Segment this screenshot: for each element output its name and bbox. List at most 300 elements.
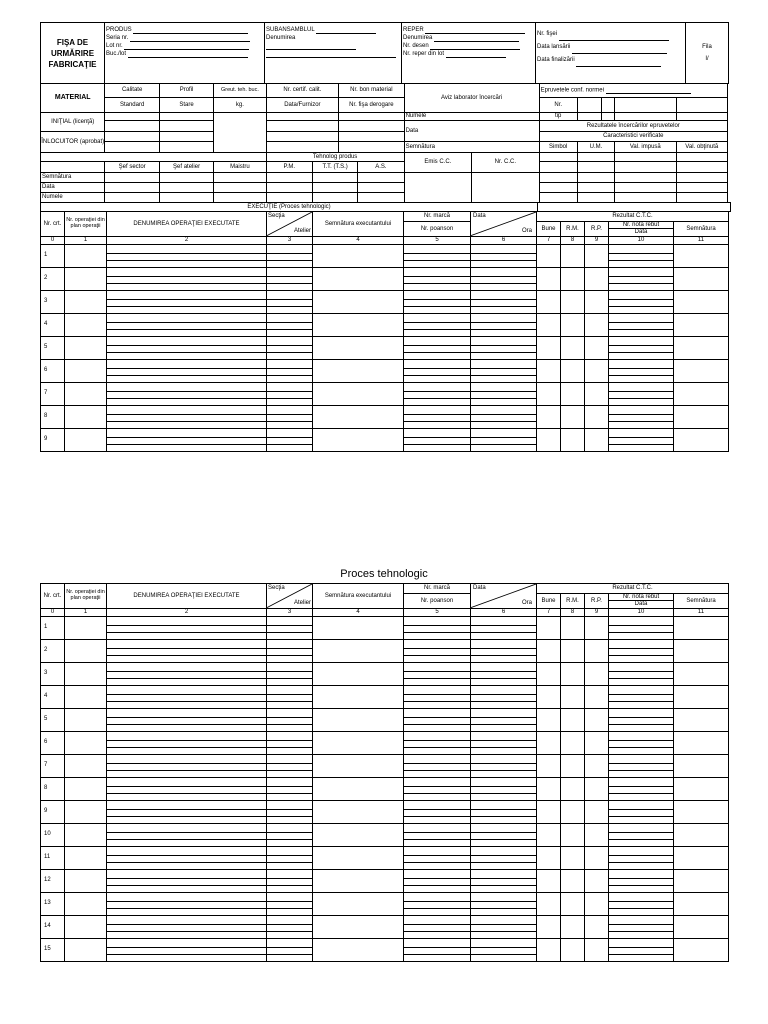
entry-cell[interactable] — [609, 405, 674, 428]
ep-cell[interactable] — [577, 153, 614, 162]
entry-cell[interactable] — [471, 662, 537, 685]
mat-cell[interactable] — [159, 121, 213, 132]
entry-cell[interactable] — [609, 869, 674, 892]
reper-line[interactable] — [425, 27, 525, 34]
appr-cell[interactable] — [358, 183, 404, 193]
entry-cell[interactable] — [267, 405, 313, 428]
ep-cell[interactable] — [676, 162, 727, 173]
entry-cell[interactable] — [561, 267, 585, 290]
mat-cell[interactable] — [339, 121, 404, 132]
entry-cell[interactable] — [267, 777, 313, 800]
entry-cell[interactable] — [585, 823, 609, 846]
entry-cell[interactable] — [107, 915, 267, 938]
subans-line-2[interactable] — [266, 43, 356, 50]
entry-cell[interactable] — [313, 336, 404, 359]
entry-cell[interactable] — [471, 823, 537, 846]
entry-cell[interactable] — [609, 800, 674, 823]
appr-cell[interactable] — [472, 173, 539, 203]
entry-cell[interactable] — [674, 639, 729, 662]
entry-cell[interactable] — [267, 267, 313, 290]
entry-cell[interactable] — [313, 754, 404, 777]
entry-cell[interactable] — [267, 869, 313, 892]
ep-cell[interactable] — [676, 153, 727, 162]
entry-cell[interactable] — [65, 336, 107, 359]
entry-cell[interactable] — [609, 731, 674, 754]
entry-cell[interactable] — [585, 685, 609, 708]
entry-cell[interactable] — [107, 846, 267, 869]
mat-cell[interactable] — [266, 132, 339, 142]
mat-cell[interactable] — [159, 142, 213, 153]
appr-cell[interactable] — [159, 183, 213, 193]
entry-cell[interactable] — [561, 777, 585, 800]
entry-cell[interactable] — [471, 754, 537, 777]
entry-cell[interactable] — [609, 359, 674, 382]
entry-cell[interactable] — [585, 754, 609, 777]
entry-cell[interactable] — [471, 244, 537, 267]
appr-cell[interactable] — [105, 173, 159, 183]
entry-cell[interactable] — [313, 428, 404, 451]
entry-cell[interactable] — [585, 662, 609, 685]
entry-cell[interactable] — [585, 405, 609, 428]
mat-cell[interactable] — [214, 113, 266, 153]
entry-cell[interactable] — [537, 892, 561, 915]
entry-cell[interactable] — [537, 267, 561, 290]
subansamblul-line[interactable] — [316, 27, 376, 34]
entry-cell[interactable] — [537, 428, 561, 451]
entry-cell[interactable] — [107, 869, 267, 892]
entry-cell[interactable] — [674, 685, 729, 708]
entry-cell[interactable] — [65, 382, 107, 405]
entry-cell[interactable] — [471, 846, 537, 869]
entry-cell[interactable] — [65, 731, 107, 754]
ep-cell[interactable] — [615, 153, 676, 162]
appr-cell[interactable] — [159, 173, 213, 183]
entry-cell[interactable] — [313, 938, 404, 961]
entry-cell[interactable] — [107, 892, 267, 915]
ep-cell[interactable] — [615, 98, 676, 113]
entry-cell[interactable] — [585, 800, 609, 823]
entry-cell[interactable] — [537, 938, 561, 961]
entry-cell[interactable] — [561, 754, 585, 777]
entry-cell[interactable] — [471, 915, 537, 938]
entry-cell[interactable] — [107, 267, 267, 290]
entry-cell[interactable] — [674, 313, 729, 336]
entry-cell[interactable] — [65, 869, 107, 892]
entry-cell[interactable] — [267, 359, 313, 382]
entry-cell[interactable] — [313, 685, 404, 708]
entry-cell[interactable] — [404, 244, 471, 267]
entry-cell[interactable] — [537, 336, 561, 359]
entry-cell[interactable] — [267, 731, 313, 754]
entry-cell[interactable] — [313, 639, 404, 662]
entry-cell[interactable] — [267, 244, 313, 267]
mat-cell[interactable] — [339, 142, 404, 153]
entry-cell[interactable] — [65, 892, 107, 915]
entry-cell[interactable] — [585, 382, 609, 405]
entry-cell[interactable] — [267, 823, 313, 846]
ep-cell[interactable] — [615, 113, 676, 121]
entry-cell[interactable] — [674, 892, 729, 915]
entry-cell[interactable] — [404, 708, 471, 731]
entry-cell[interactable] — [267, 382, 313, 405]
entry-cell[interactable] — [107, 616, 267, 639]
entry-cell[interactable] — [537, 616, 561, 639]
entry-cell[interactable] — [65, 290, 107, 313]
entry-cell[interactable] — [313, 708, 404, 731]
entry-cell[interactable] — [404, 359, 471, 382]
entry-cell[interactable] — [561, 823, 585, 846]
appr-cell[interactable] — [214, 173, 266, 183]
entry-cell[interactable] — [267, 616, 313, 639]
ep-cell[interactable] — [539, 153, 577, 162]
entry-cell[interactable] — [107, 336, 267, 359]
entry-cell[interactable] — [561, 616, 585, 639]
entry-cell[interactable] — [674, 869, 729, 892]
entry-cell[interactable] — [65, 777, 107, 800]
ep-cell[interactable] — [602, 98, 615, 113]
appr-cell[interactable] — [312, 183, 357, 193]
ep-cell[interactable] — [615, 173, 676, 183]
entry-cell[interactable] — [561, 382, 585, 405]
ep-cell[interactable] — [676, 193, 727, 203]
entry-cell[interactable] — [267, 290, 313, 313]
entry-cell[interactable] — [537, 405, 561, 428]
entry-cell[interactable] — [674, 731, 729, 754]
entry-cell[interactable] — [537, 685, 561, 708]
entry-cell[interactable] — [537, 708, 561, 731]
mat-cell[interactable] — [266, 113, 339, 121]
entry-cell[interactable] — [313, 313, 404, 336]
entry-cell[interactable] — [65, 267, 107, 290]
appr-cell[interactable] — [312, 173, 357, 183]
entry-cell[interactable] — [404, 731, 471, 754]
entry-cell[interactable] — [313, 800, 404, 823]
entry-cell[interactable] — [537, 313, 561, 336]
entry-cell[interactable] — [674, 823, 729, 846]
entry-cell[interactable] — [65, 313, 107, 336]
entry-cell[interactable] — [585, 428, 609, 451]
seria-line[interactable] — [130, 35, 250, 42]
entry-cell[interactable] — [404, 869, 471, 892]
entry-cell[interactable] — [609, 662, 674, 685]
ep-cell[interactable] — [676, 173, 727, 183]
entry-cell[interactable] — [107, 662, 267, 685]
entry-cell[interactable] — [609, 823, 674, 846]
entry-cell[interactable] — [609, 290, 674, 313]
entry-cell[interactable] — [313, 267, 404, 290]
entry-cell[interactable] — [107, 244, 267, 267]
produs-line[interactable] — [133, 27, 248, 34]
entry-cell[interactable] — [537, 731, 561, 754]
entry-cell[interactable] — [537, 359, 561, 382]
entry-cell[interactable] — [404, 685, 471, 708]
entry-cell[interactable] — [537, 846, 561, 869]
entry-cell[interactable] — [561, 313, 585, 336]
entry-cell[interactable] — [404, 616, 471, 639]
entry-cell[interactable] — [674, 267, 729, 290]
entry-cell[interactable] — [404, 382, 471, 405]
entry-cell[interactable] — [674, 405, 729, 428]
lot-line[interactable] — [124, 43, 249, 50]
ep-cell[interactable] — [676, 98, 727, 113]
entry-cell[interactable] — [674, 846, 729, 869]
entry-cell[interactable] — [609, 846, 674, 869]
epruvete-line[interactable] — [606, 87, 691, 94]
entry-cell[interactable] — [585, 892, 609, 915]
ep-cell[interactable] — [577, 173, 614, 183]
entry-cell[interactable] — [609, 708, 674, 731]
entry-cell[interactable] — [404, 336, 471, 359]
entry-cell[interactable] — [65, 938, 107, 961]
entry-cell[interactable] — [609, 938, 674, 961]
appr-cell[interactable] — [266, 183, 312, 193]
entry-cell[interactable] — [404, 290, 471, 313]
entry-cell[interactable] — [107, 313, 267, 336]
mat-cell[interactable] — [266, 142, 339, 153]
entry-cell[interactable] — [65, 616, 107, 639]
mat-cell[interactable] — [266, 121, 339, 132]
ep-cell[interactable] — [615, 193, 676, 203]
entry-cell[interactable] — [267, 846, 313, 869]
entry-cell[interactable] — [609, 244, 674, 267]
entry-cell[interactable] — [65, 823, 107, 846]
entry-cell[interactable] — [313, 777, 404, 800]
entry-cell[interactable] — [471, 313, 537, 336]
entry-cell[interactable] — [65, 800, 107, 823]
ep-cell[interactable] — [676, 183, 727, 193]
mat-cell[interactable] — [105, 121, 159, 132]
entry-cell[interactable] — [267, 639, 313, 662]
entry-cell[interactable] — [313, 731, 404, 754]
entry-cell[interactable] — [404, 846, 471, 869]
appr-cell[interactable] — [266, 193, 312, 203]
entry-cell[interactable] — [107, 428, 267, 451]
appr-cell[interactable] — [214, 183, 266, 193]
appr-cell[interactable] — [358, 193, 404, 203]
entry-cell[interactable] — [609, 428, 674, 451]
appr-cell[interactable] — [214, 193, 266, 203]
entry-cell[interactable] — [107, 708, 267, 731]
entry-cell[interactable] — [107, 777, 267, 800]
entry-cell[interactable] — [65, 428, 107, 451]
entry-cell[interactable] — [471, 892, 537, 915]
entry-cell[interactable] — [609, 336, 674, 359]
entry-cell[interactable] — [267, 428, 313, 451]
ep-cell[interactable] — [615, 162, 676, 173]
entry-cell[interactable] — [65, 662, 107, 685]
entry-cell[interactable] — [585, 708, 609, 731]
entry-cell[interactable] — [674, 290, 729, 313]
entry-cell[interactable] — [65, 405, 107, 428]
entry-cell[interactable] — [65, 359, 107, 382]
entry-cell[interactable] — [471, 731, 537, 754]
mat-cell[interactable] — [105, 113, 159, 121]
entry-cell[interactable] — [313, 869, 404, 892]
entry-cell[interactable] — [585, 777, 609, 800]
entry-cell[interactable] — [537, 777, 561, 800]
entry-cell[interactable] — [585, 731, 609, 754]
ep-cell[interactable] — [577, 98, 601, 113]
entry-cell[interactable] — [313, 405, 404, 428]
data-lansarii-line[interactable] — [572, 47, 667, 54]
entry-cell[interactable] — [267, 915, 313, 938]
entry-cell[interactable] — [267, 754, 313, 777]
entry-cell[interactable] — [471, 267, 537, 290]
entry-cell[interactable] — [267, 685, 313, 708]
entry-cell[interactable] — [404, 662, 471, 685]
entry-cell[interactable] — [404, 938, 471, 961]
entry-cell[interactable] — [561, 869, 585, 892]
entry-cell[interactable] — [609, 754, 674, 777]
entry-cell[interactable] — [404, 777, 471, 800]
entry-cell[interactable] — [267, 938, 313, 961]
entry-cell[interactable] — [404, 892, 471, 915]
entry-cell[interactable] — [561, 244, 585, 267]
entry-cell[interactable] — [585, 846, 609, 869]
entry-cell[interactable] — [561, 892, 585, 915]
nr-reper-lot-line[interactable] — [446, 51, 506, 58]
entry-cell[interactable] — [313, 915, 404, 938]
mat-cell[interactable] — [339, 132, 404, 142]
entry-cell[interactable] — [107, 405, 267, 428]
entry-cell[interactable] — [537, 290, 561, 313]
entry-cell[interactable] — [674, 382, 729, 405]
entry-cell[interactable] — [561, 428, 585, 451]
buc-lot-line[interactable] — [128, 51, 248, 58]
entry-cell[interactable] — [313, 616, 404, 639]
ep-cell[interactable] — [539, 183, 577, 193]
entry-cell[interactable] — [609, 685, 674, 708]
entry-cell[interactable] — [609, 892, 674, 915]
ep-cell[interactable] — [577, 162, 614, 173]
appr-cell[interactable] — [266, 173, 312, 183]
mat-cell[interactable] — [105, 132, 159, 142]
entry-cell[interactable] — [585, 313, 609, 336]
ep-cell[interactable] — [577, 113, 601, 121]
entry-cell[interactable] — [561, 915, 585, 938]
entry-cell[interactable] — [404, 915, 471, 938]
entry-cell[interactable] — [65, 754, 107, 777]
entry-cell[interactable] — [404, 823, 471, 846]
reper-denumirea-line[interactable] — [434, 35, 519, 42]
data-finalizarii-line[interactable] — [576, 60, 661, 67]
entry-cell[interactable] — [537, 915, 561, 938]
entry-cell[interactable] — [674, 662, 729, 685]
entry-cell[interactable] — [585, 915, 609, 938]
entry-cell[interactable] — [674, 244, 729, 267]
entry-cell[interactable] — [267, 313, 313, 336]
entry-cell[interactable] — [471, 708, 537, 731]
entry-cell[interactable] — [404, 313, 471, 336]
entry-cell[interactable] — [471, 382, 537, 405]
entry-cell[interactable] — [313, 823, 404, 846]
entry-cell[interactable] — [471, 938, 537, 961]
entry-cell[interactable] — [267, 800, 313, 823]
ep-cell[interactable] — [676, 113, 727, 121]
entry-cell[interactable] — [65, 639, 107, 662]
entry-cell[interactable] — [674, 616, 729, 639]
entry-cell[interactable] — [561, 685, 585, 708]
entry-cell[interactable] — [404, 639, 471, 662]
entry-cell[interactable] — [471, 405, 537, 428]
entry-cell[interactable] — [313, 662, 404, 685]
entry-cell[interactable] — [313, 290, 404, 313]
entry-cell[interactable] — [674, 359, 729, 382]
entry-cell[interactable] — [313, 846, 404, 869]
entry-cell[interactable] — [585, 639, 609, 662]
entry-cell[interactable] — [674, 708, 729, 731]
entry-cell[interactable] — [537, 800, 561, 823]
ep-cell[interactable] — [539, 193, 577, 203]
ep-cell[interactable] — [539, 173, 577, 183]
entry-cell[interactable] — [585, 336, 609, 359]
entry-cell[interactable] — [537, 823, 561, 846]
entry-cell[interactable] — [561, 708, 585, 731]
entry-cell[interactable] — [537, 244, 561, 267]
mat-cell[interactable] — [339, 113, 404, 121]
entry-cell[interactable] — [471, 428, 537, 451]
entry-cell[interactable] — [313, 359, 404, 382]
ep-cell[interactable] — [577, 193, 614, 203]
entry-cell[interactable] — [537, 382, 561, 405]
entry-cell[interactable] — [107, 359, 267, 382]
entry-cell[interactable] — [585, 616, 609, 639]
entry-cell[interactable] — [561, 846, 585, 869]
entry-cell[interactable] — [471, 777, 537, 800]
entry-cell[interactable] — [609, 313, 674, 336]
entry-cell[interactable] — [561, 662, 585, 685]
entry-cell[interactable] — [609, 267, 674, 290]
entry-cell[interactable] — [561, 336, 585, 359]
ep-cell[interactable] — [539, 162, 577, 173]
entry-cell[interactable] — [585, 267, 609, 290]
mat-cell[interactable] — [159, 132, 213, 142]
entry-cell[interactable] — [65, 708, 107, 731]
entry-cell[interactable] — [674, 336, 729, 359]
entry-cell[interactable] — [561, 800, 585, 823]
entry-cell[interactable] — [674, 800, 729, 823]
entry-cell[interactable] — [107, 685, 267, 708]
entry-cell[interactable] — [561, 938, 585, 961]
entry-cell[interactable] — [471, 290, 537, 313]
entry-cell[interactable] — [267, 892, 313, 915]
entry-cell[interactable] — [107, 639, 267, 662]
entry-cell[interactable] — [107, 938, 267, 961]
entry-cell[interactable] — [561, 639, 585, 662]
entry-cell[interactable] — [537, 754, 561, 777]
appr-cell[interactable] — [312, 193, 357, 203]
entry-cell[interactable] — [471, 685, 537, 708]
nr-desen-line[interactable] — [430, 43, 520, 50]
entry-cell[interactable] — [561, 359, 585, 382]
entry-cell[interactable] — [65, 846, 107, 869]
subans-line-3[interactable] — [266, 51, 396, 58]
entry-cell[interactable] — [561, 290, 585, 313]
entry-cell[interactable] — [471, 336, 537, 359]
entry-cell[interactable] — [313, 382, 404, 405]
entry-cell[interactable] — [313, 244, 404, 267]
entry-cell[interactable] — [404, 800, 471, 823]
entry-cell[interactable] — [404, 267, 471, 290]
entry-cell[interactable] — [609, 777, 674, 800]
entry-cell[interactable] — [561, 731, 585, 754]
entry-cell[interactable] — [404, 754, 471, 777]
entry-cell[interactable] — [585, 938, 609, 961]
entry-cell[interactable] — [404, 428, 471, 451]
nr-fisei-line[interactable] — [559, 34, 669, 41]
entry-cell[interactable] — [65, 244, 107, 267]
ep-cell[interactable] — [602, 113, 615, 121]
